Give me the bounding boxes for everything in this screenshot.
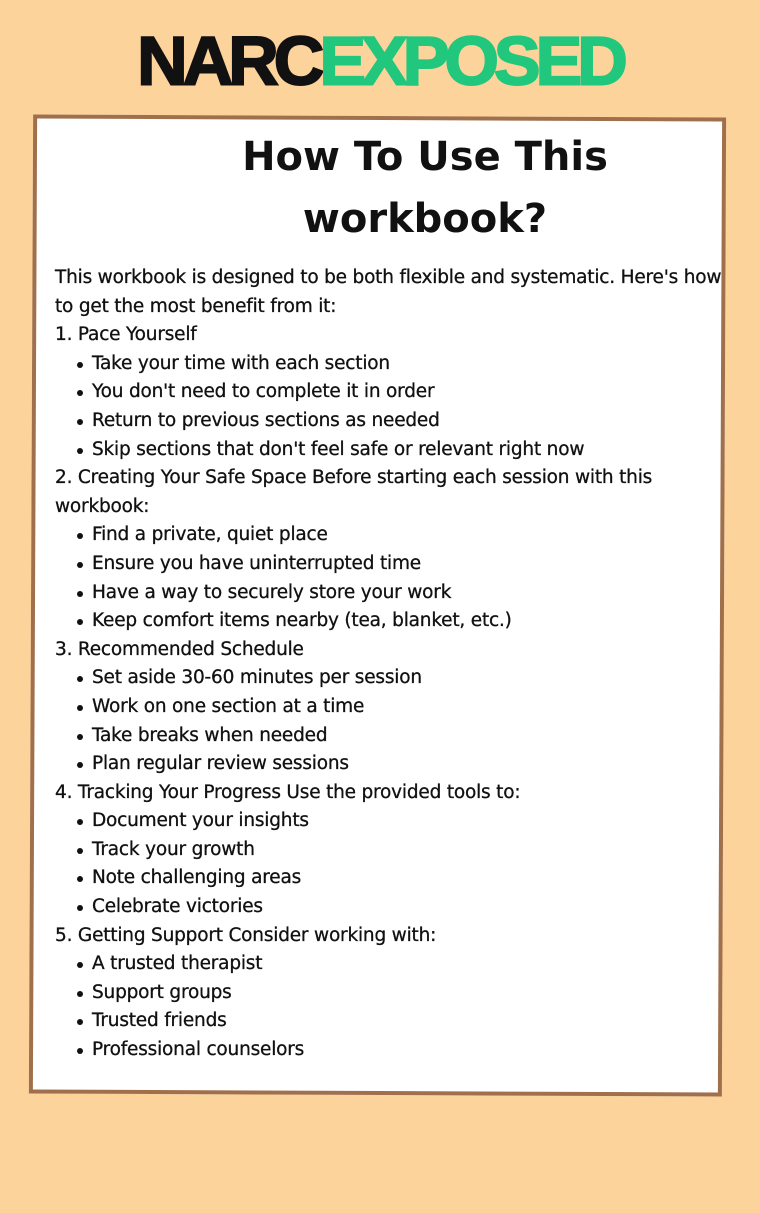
section-heading: 2. Creating Your Safe Space Before starting each session with this workbook: — [55, 467, 653, 517]
section-heading: 4. Tracking Your Progress Use the provided tools to: — [55, 781, 521, 803]
brand-logo-part1: NARC — [137, 22, 320, 100]
list-item: Professional counselors — [75, 1036, 735, 1065]
bullet-list — [55, 521, 735, 635]
intro-paragraph: This workbook is designed to be both flexible and systematic. Here's how to get the most benefit from it: — [55, 267, 722, 317]
list-item: You don't need to complete it in order — [75, 378, 735, 407]
list-item: Skip sections that don't feel safe or relevant right now — [75, 436, 735, 465]
page-title — [0, 126, 760, 250]
bullet-list — [55, 807, 735, 921]
workbook-instructions — [55, 264, 735, 1065]
section-heading: 1. Pace Yourself — [55, 324, 197, 346]
list-item: Track your growth — [75, 836, 735, 865]
list-item: Keep comfort items nearby (tea, blanket, etc.) — [75, 607, 735, 636]
list-item: Note challenging areas — [75, 864, 735, 893]
list-item: Set aside 30-60 minutes per session — [75, 664, 735, 693]
section-getting-support — [55, 922, 735, 1065]
page-title-line1: How To Use This — [242, 134, 608, 180]
list-item: Document your insights — [75, 807, 735, 836]
list-item: Have a way to securely store your work — [75, 579, 735, 608]
section-pace-yourself — [55, 321, 735, 464]
page-title-line2: workbook? — [302, 196, 548, 242]
list-item: Ensure you have uninterrupted time — [75, 550, 735, 579]
list-item: Return to previous sections as needed — [75, 407, 735, 436]
bullet-list — [55, 350, 735, 464]
list-item: Take breaks when needed — [75, 722, 735, 751]
list-item: Support groups — [75, 979, 735, 1008]
section-recommended-schedule — [55, 636, 735, 779]
bullet-list — [55, 664, 735, 778]
list-item: Celebrate victories — [75, 893, 735, 922]
section-heading: 3. Recommended Schedule — [55, 638, 304, 660]
list-item: Take your time with each section — [75, 350, 735, 379]
list-item: Plan regular review sessions — [75, 750, 735, 779]
list-item: Trusted friends — [75, 1007, 735, 1036]
list-item: Work on one section at a time — [75, 693, 735, 722]
list-item: Find a private, quiet place — [75, 521, 735, 550]
section-tracking-progress — [55, 779, 735, 922]
bullet-list — [55, 950, 735, 1064]
section-heading: 5. Getting Support Consider working with: — [55, 924, 437, 946]
list-item: A trusted therapist — [75, 950, 735, 979]
brand-logo-part2: EXPOSED — [319, 22, 623, 100]
brand-logo — [0, 22, 760, 100]
section-safe-space — [55, 464, 735, 636]
